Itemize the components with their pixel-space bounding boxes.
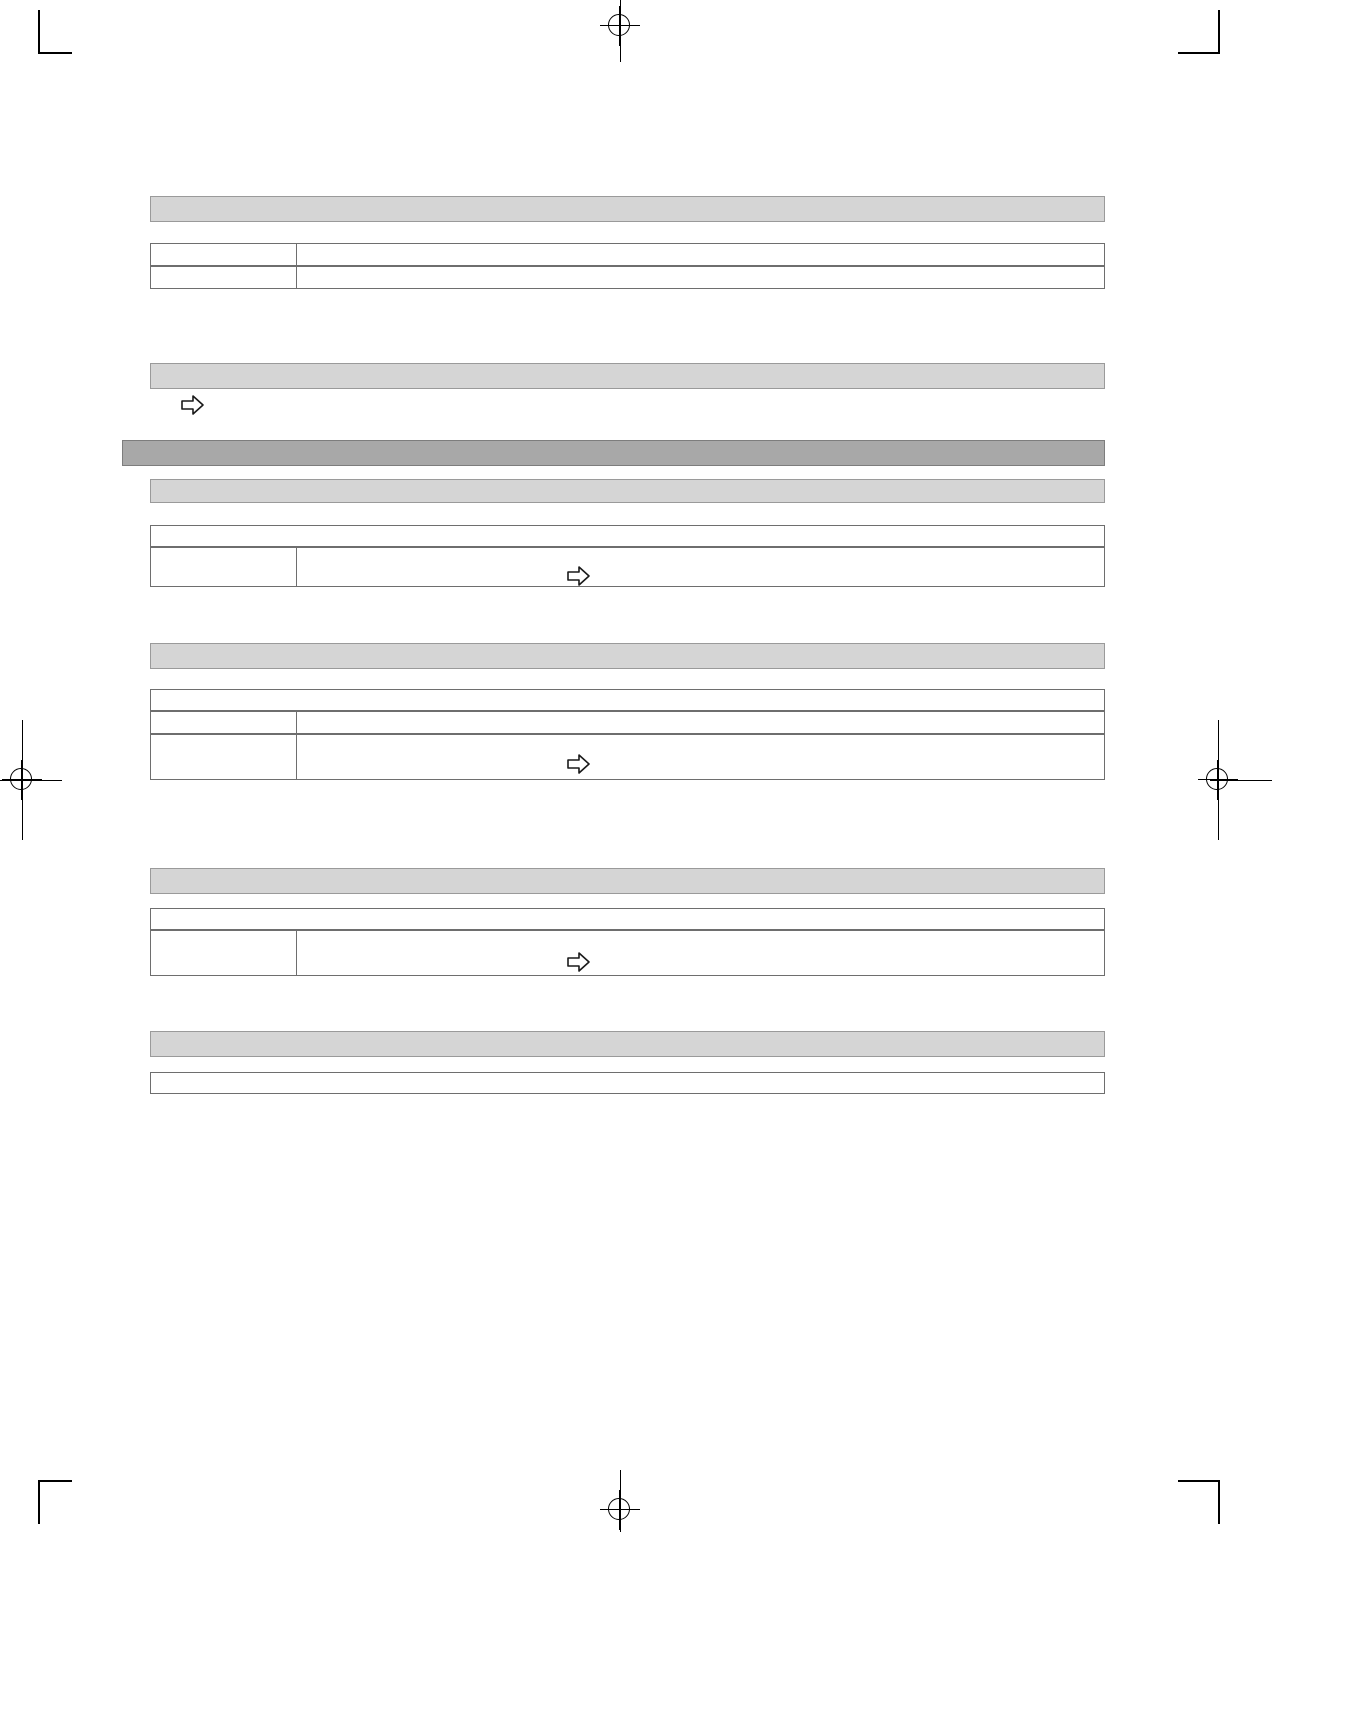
- section-3-row-2-divider: [296, 547, 297, 587]
- section-1-row-2-divider: [296, 266, 297, 289]
- section-3-row-1: [150, 525, 1105, 547]
- section-5-row-2: [150, 930, 1105, 976]
- section-5-row-2-divider: [296, 930, 297, 976]
- section-3-subheader: [150, 479, 1105, 503]
- section-6-row-1: [150, 1072, 1105, 1094]
- section-3-header: [122, 440, 1105, 466]
- section-4-row-2-divider: [296, 711, 297, 734]
- section-6-header: [150, 1031, 1105, 1057]
- arrow-right-icon: [566, 753, 592, 775]
- section-4-row-2: [150, 711, 1105, 734]
- section-2-header: [150, 363, 1105, 389]
- section-1-header: [150, 196, 1105, 222]
- section-4-row-3: [150, 734, 1105, 780]
- section-5-row-1: [150, 908, 1105, 930]
- section-1-row-1: [150, 243, 1105, 266]
- arrow-right-icon: [566, 565, 592, 587]
- arrow-right-icon: [566, 951, 592, 973]
- section-4-header: [150, 643, 1105, 669]
- section-1-row-1-divider: [296, 243, 297, 266]
- section-4-row-1: [150, 689, 1105, 711]
- arrow-right-icon: [180, 394, 206, 416]
- section-4-row-3-divider: [296, 734, 297, 780]
- section-1-row-2: [150, 266, 1105, 289]
- section-3-row-2: [150, 547, 1105, 587]
- section-5-header: [150, 868, 1105, 894]
